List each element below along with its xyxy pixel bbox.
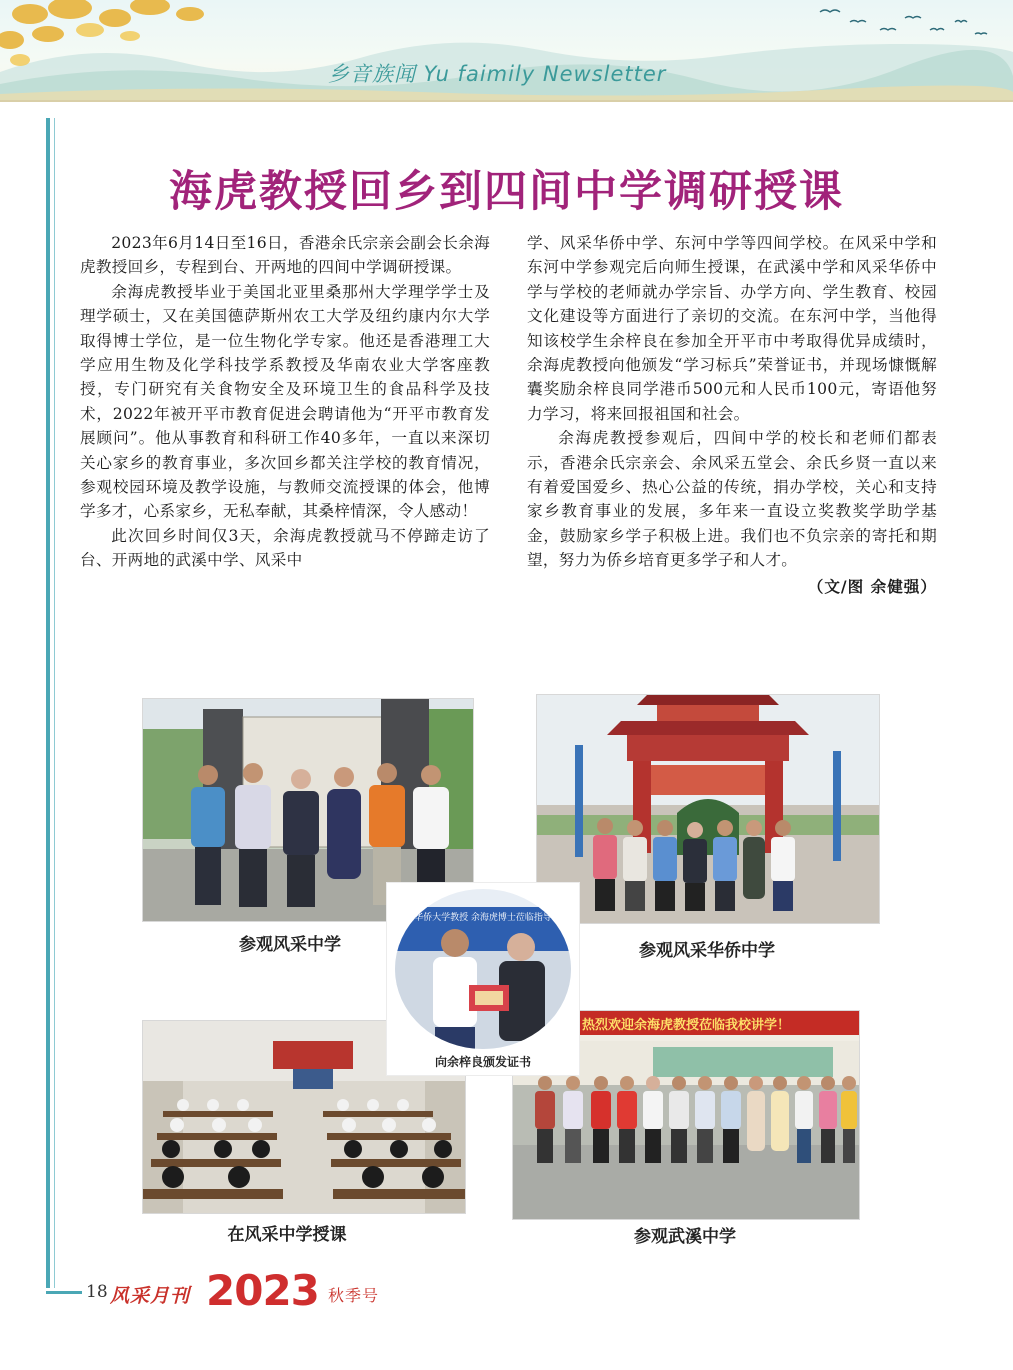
article-paragraph: 余海虎教授参观后，四间中学的校长和老师们都表示，香港余氏宗亲会、余风采五堂会、余氏乡贤一直以来有着爱国爱乡、热心公益的传统，捐办学校，关心和支持家乡教育事业的发展，多年来一直设立奖教奖学助学基金，鼓励家乡学子积极上进。我们也不负宗亲的寄托和期望，努力为侨乡培育更多学子和人才。 (527, 429, 937, 570)
article-column-right (527, 231, 937, 599)
banner-divider (0, 100, 1013, 102)
article-headline: 海虎教授回乡到四间中学调研授课 (169, 167, 844, 217)
newsletter-title: 乡音族闻 Yu faimily Newsletter (328, 62, 667, 86)
magazine-name: 风采月刊 (110, 1285, 191, 1307)
footer-rule (46, 1291, 82, 1294)
header-banner (0, 0, 1013, 102)
article-paragraph: 此次回乡时间仅3天，余海虎教授就马不停蹄走访了台、开两地的武溪中学、风采中 (80, 526, 490, 570)
issue-year: 2023 (206, 1266, 319, 1315)
article-paragraph-continued: 学、风采华侨中学、东河中学等四间学校。在风采中学和东河中学参观完后向师生授课，在武溪中学和风采华侨中学与学校的老师就办学宗旨、办学方向、学生教育、校园文化建设等方面进行了亲切的交流。在东河中学，当他得知该校学生余梓良在参加全开平市中考取得优异成绩时，余海虎教授向他颁发“学习标兵”荣誉证书，并现场慷慨解囊奖励余梓良同学港币500元和人民币100元，寄语他努力学习，将来回报祖国和社会。 (527, 234, 937, 423)
article-byline: （文/图 余健强） (807, 576, 937, 596)
photo-caption: 参观风采中学 (239, 935, 341, 955)
certificate-photo-circle (395, 889, 571, 1049)
photo-certificate-inset (386, 882, 580, 1076)
photo-caption: 向余梓良颁发证书 (434, 1055, 531, 1069)
certificate-photo-banner-text: 欢迎华侨大学教授 余海虎博士莅临指导工作 (396, 913, 570, 923)
article-column-left (80, 231, 490, 573)
page-number: 18 (86, 1282, 108, 1302)
issue-season: 秋季号 (328, 1286, 380, 1305)
page-footer (46, 1268, 426, 1318)
article-paragraph: 2023年6月14日至16日，香港余氏宗亲会副会长余海虎教授回乡，专程到台、开两地的四间中学调研授课。 (80, 234, 490, 277)
photo-caption: 参观武溪中学 (634, 1227, 736, 1247)
photo-caption: 在风采中学授课 (227, 1225, 347, 1245)
welcome-banner-text: 热烈欢迎余海虎教授莅临我校讲学！ (581, 1018, 790, 1033)
margin-rule-thin (54, 118, 55, 1288)
margin-rule-thick (46, 118, 50, 1288)
photo-visit-fengcai-overseas-school (536, 694, 880, 924)
photo-caption: 参观风采华侨中学 (639, 941, 775, 961)
article-paragraph: 余海虎教授毕业于美国北亚里桑那州大学理学学士及理学硕士，又在美国德萨斯州农工大学及纽约康内尔大学取得博士学位，是一位生物化学专家。他还是香港理工大学应用生物及化学科技学系教授及华南农业大学客座教授，专门研究有关食物安全及环境卫生的食品科学及技术，2022年被开平市教育促进会聘请他为“开平市教育发展顾问”。他从事教育和科研工作40多年，一直以来深切关心家乡的教育事业，多次回乡都关注学校的教育情况，参观校园环境及教学设施，与教师交流授课的体会，他博学多才，心系家乡，无私奉献，其桑梓情深，令人感动！ (80, 282, 490, 521)
